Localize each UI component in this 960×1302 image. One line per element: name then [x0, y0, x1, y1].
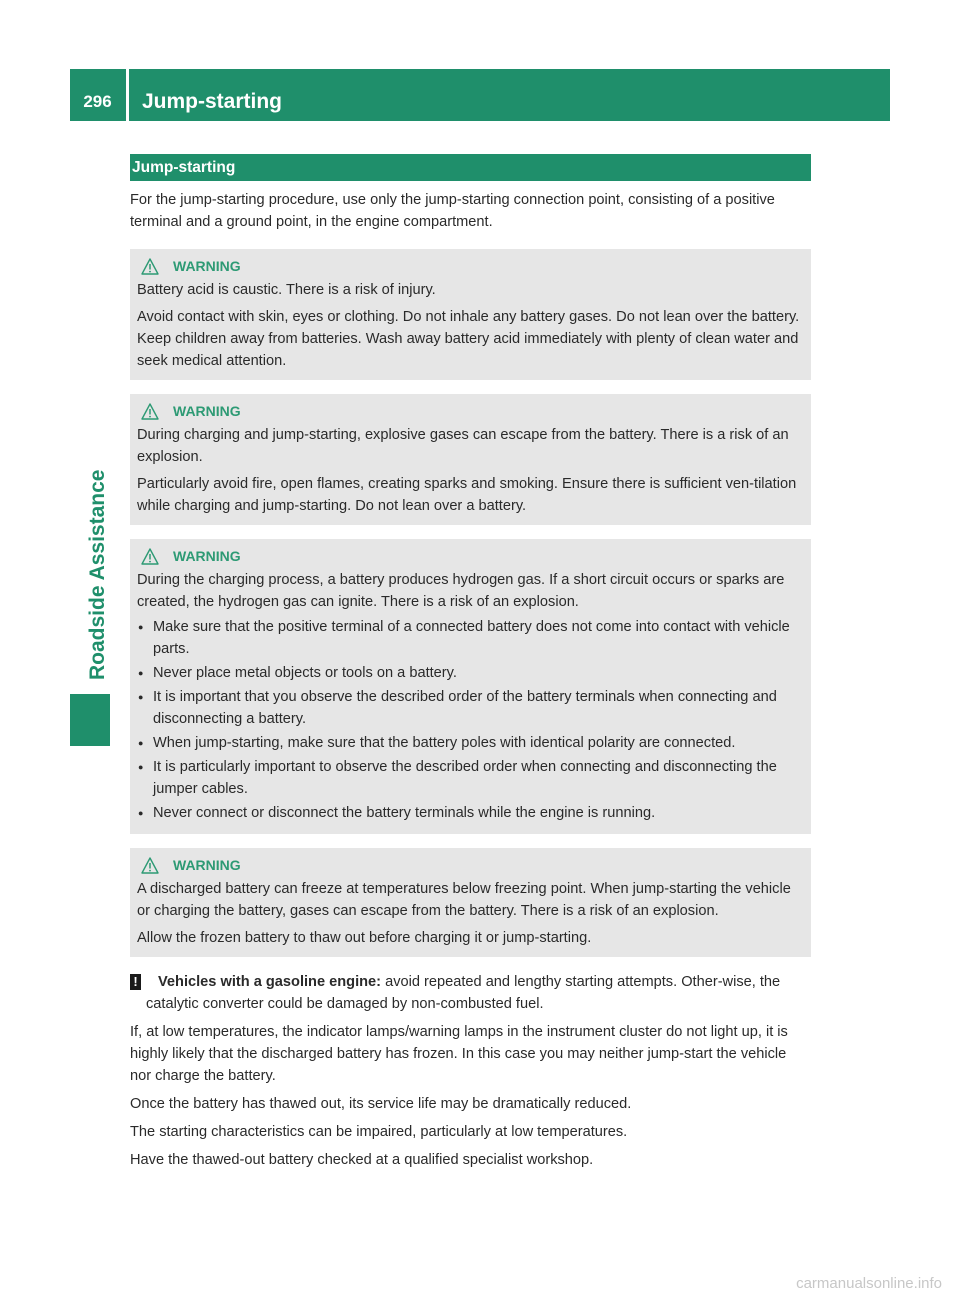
warning-text: Avoid contact with skin, eyes or clothing. Do not inhale any battery gases. Do not lean over the battery. Keep children away from batteries. Wash away battery acid immediately with plenty of clean water and seek medical attention.	[137, 309, 800, 369]
warning-text: Particularly avoid fire, open flames, creating sparks and smoking. Ensure there is sufficient ven-tilation while charging and jump-starting. Do not lean over a battery.	[137, 476, 797, 514]
body-paragraph: Have the thawed-out battery checked at a qualified specialist workshop.	[130, 1152, 594, 1168]
note-lead: Vehicles with a gasoline engine:	[158, 974, 382, 990]
side-chapter-tab	[70, 694, 110, 746]
warning-header	[137, 545, 803, 567]
warning-bullet-list	[137, 616, 803, 824]
warning-text: During charging and jump-starting, explosive gases can escape from the battery. There is a risk of an explosion.	[137, 427, 789, 465]
list-item: ● It is important that you observe the described order of the battery terminals when connecting and disconnecting a battery.	[137, 686, 803, 730]
warning-triangle-icon	[141, 548, 159, 565]
page-content	[130, 154, 811, 1171]
warning-label: WARNING	[173, 258, 241, 274]
intro-paragraph: For the jump-starting procedure, use only the jump-starting connection point, consisting of a positive terminal and a ground point, in the engine compartment.	[130, 192, 775, 230]
warning-box	[130, 848, 811, 957]
list-item: ● It is particularly important to observe the described order when connecting and disconnecting the jumper cables.	[137, 756, 803, 800]
warning-text: Allow the frozen battery to thaw out before charging it or jump-starting.	[137, 930, 592, 946]
warning-text: During the charging process, a battery produces hydrogen gas. If a short circuit occurs or sparks are created, the hydrogen gas can ignite. There is a risk of an explosion.	[137, 572, 785, 610]
header-title: Jump-starting	[142, 90, 283, 113]
note-paragraph	[130, 971, 811, 1015]
warning-box	[130, 249, 811, 380]
header-divider	[126, 69, 129, 121]
warning-label: WARNING	[173, 857, 241, 873]
warning-box	[130, 539, 811, 834]
watermark: carmanualsonline.info	[796, 1275, 942, 1292]
list-item: ● When jump-starting, make sure that the battery poles with identical polarity are connected.	[137, 732, 803, 754]
warning-header	[137, 255, 803, 277]
list-item: ● Make sure that the positive terminal of a connected battery does not come into contact with vehicle parts.	[137, 616, 803, 660]
warning-box	[130, 394, 811, 525]
warning-text: A discharged battery can freeze at temperatures below freezing point. When jump-starting the vehicle or charging the battery, gases can escape from the battery. There is a risk of an explosion.	[137, 881, 791, 919]
warning-label: WARNING	[173, 548, 241, 564]
list-item: ● Never place metal objects or tools on a battery.	[137, 662, 803, 684]
body-paragraph: Once the battery has thawed out, its service life may be dramatically reduced.	[130, 1096, 632, 1112]
exclamation-icon: !	[130, 974, 141, 990]
warning-triangle-icon	[141, 258, 159, 275]
note-text: avoid repeated and lengthy starting attempts. Other-wise, the catalytic converter could be damaged by non-combusted fuel.	[146, 974, 781, 1012]
body-paragraph: If, at low temperatures, the indicator lamps/warning lamps in the instrument cluster do not light up, it is highly likely that the discharged battery has frozen. In this case you may neither jump-start the vehicle nor charge the battery.	[130, 1024, 788, 1084]
warning-text: Battery acid is caustic. There is a risk of injury.	[137, 282, 436, 298]
body-paragraph: The starting characteristics can be impaired, particularly at low temperatures.	[130, 1124, 628, 1140]
section-heading: Jump-starting	[130, 154, 811, 181]
page-number: 296	[83, 92, 112, 111]
warning-triangle-icon	[141, 857, 159, 874]
warning-header	[137, 854, 803, 876]
warning-label: WARNING	[173, 403, 241, 419]
warning-header	[137, 400, 803, 422]
warning-triangle-icon	[141, 403, 159, 420]
list-item: ● Never connect or disconnect the battery terminals while the engine is running.	[137, 802, 803, 824]
side-chapter-label: Roadside Assistance	[86, 469, 109, 680]
